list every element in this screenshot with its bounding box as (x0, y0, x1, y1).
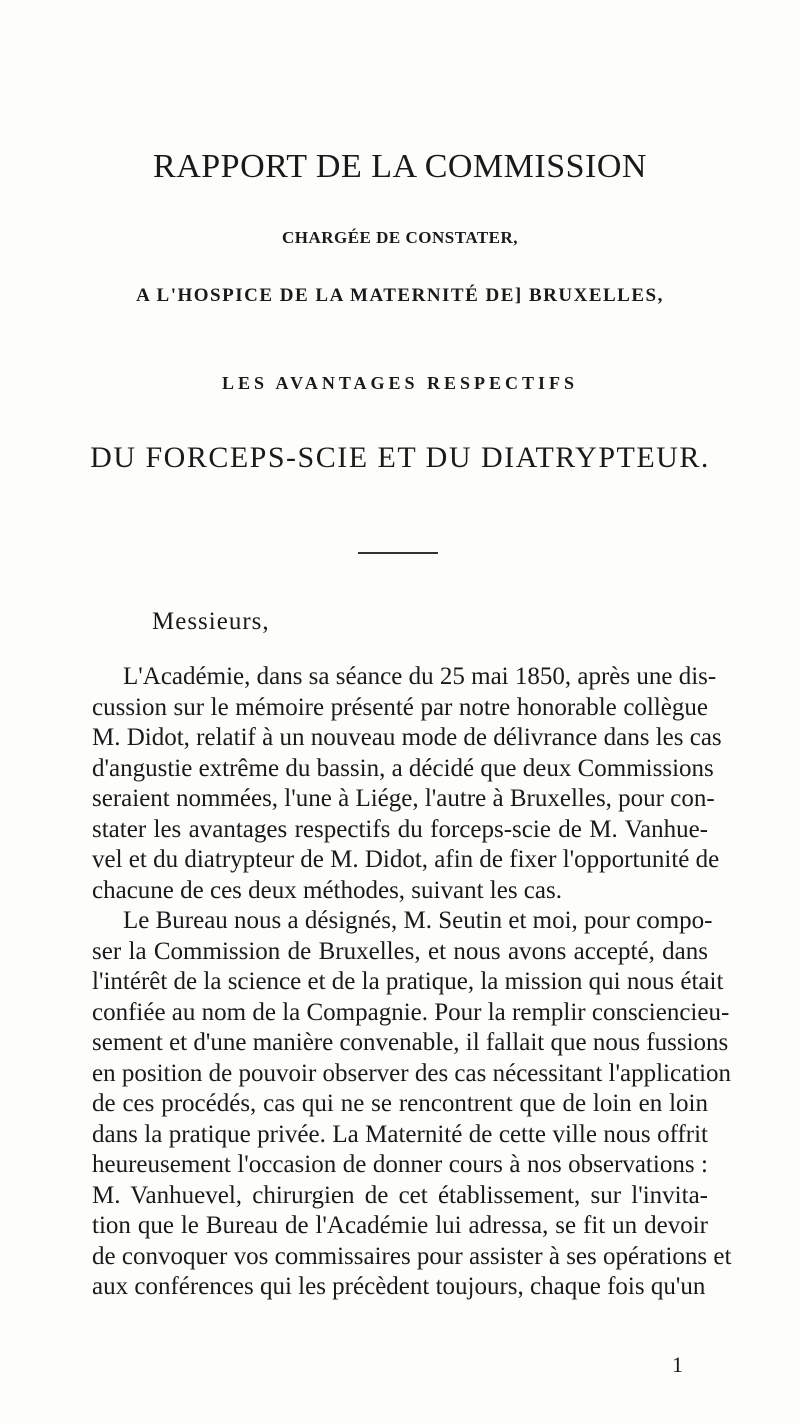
body-line: dans la pratique privée. La Maternité de cette ville nous offrit (92, 1120, 708, 1148)
body-line: sement et d'une manière convenable, il fallait que nous fussions (92, 1029, 729, 1056)
salutation: Messieurs, (152, 608, 270, 635)
document-title: RAPPORT DE LA COMMISSION (153, 148, 647, 185)
subtitle-line-3: LES AVANTAGES RESPECTIFS (221, 373, 579, 393)
subtitle-line-2: A L'HOSPICE DE LA MATERNITÉ DE] BRUXELLES, (136, 285, 664, 306)
body-line: Le Bureau nous a désignés, M. Seutin et moi, pour compo- (123, 907, 713, 934)
body-line: M. Vanhuevel, chirurgien de cet établissement, sur l'invita- (92, 1181, 708, 1209)
body-line: chacune de ces deux méthodes, suivant les cas. (92, 876, 562, 904)
body-line: de ces procédés, cas qui ne se rencontrent que de loin en loin (92, 1090, 708, 1117)
body-line: aux conférences qui les précèdent toujours, chaque fois qu'un (92, 1273, 706, 1300)
subtitle-line-1: CHARGÉE DE CONSTATER, (281, 228, 519, 247)
body-line: seraient nommées, l'une à Liége, l'autre à Bruxelles, pour con- (92, 785, 715, 812)
body-line: heureusement l'occasion de donner cours à nos observations : (92, 1151, 708, 1178)
body-line: cussion sur le mémoire présenté par notre honorable collègue (92, 693, 708, 721)
page-number: 1 (672, 1352, 683, 1377)
body-line: de convoquer vos commissaires pour assister à ses opérations et (92, 1242, 732, 1270)
body-line: confiée au nom de la Compagnie. Pour la remplir consciencieu- (92, 998, 730, 1026)
subtitle-line-4: DU FORCEPS-SCIE ET DU DIATRYPTEUR. (90, 441, 710, 474)
body-line: M. Didot, relatif à un nouveau mode de délivrance dans les cas (92, 724, 722, 751)
body-line: ser la Commission de Bruxelles, et nous avons accepté, dans (92, 937, 708, 965)
body-line: stater les avantages respectifs du forceps-scie de M. Vanhue- (92, 815, 708, 843)
body-line: tion que le Bureau de l'Académie lui adressa, se fit un devoir (92, 1212, 708, 1239)
body-line: d'angustie extrême du bassin, a décidé que deux Commissions (92, 754, 714, 782)
title-divider (358, 552, 438, 554)
body-line: l'intérêt de la science et de la pratique, la mission qui nous était (92, 968, 724, 995)
body-line: en position de pouvoir observer des cas nécessitant l'application (92, 1059, 732, 1087)
body-line: L'Académie, dans sa séance du 25 mai 1850, après une dis- (123, 663, 717, 690)
body-line: vel et du diatrypteur de M. Didot, afin de fixer l'opportunité de (92, 846, 720, 873)
